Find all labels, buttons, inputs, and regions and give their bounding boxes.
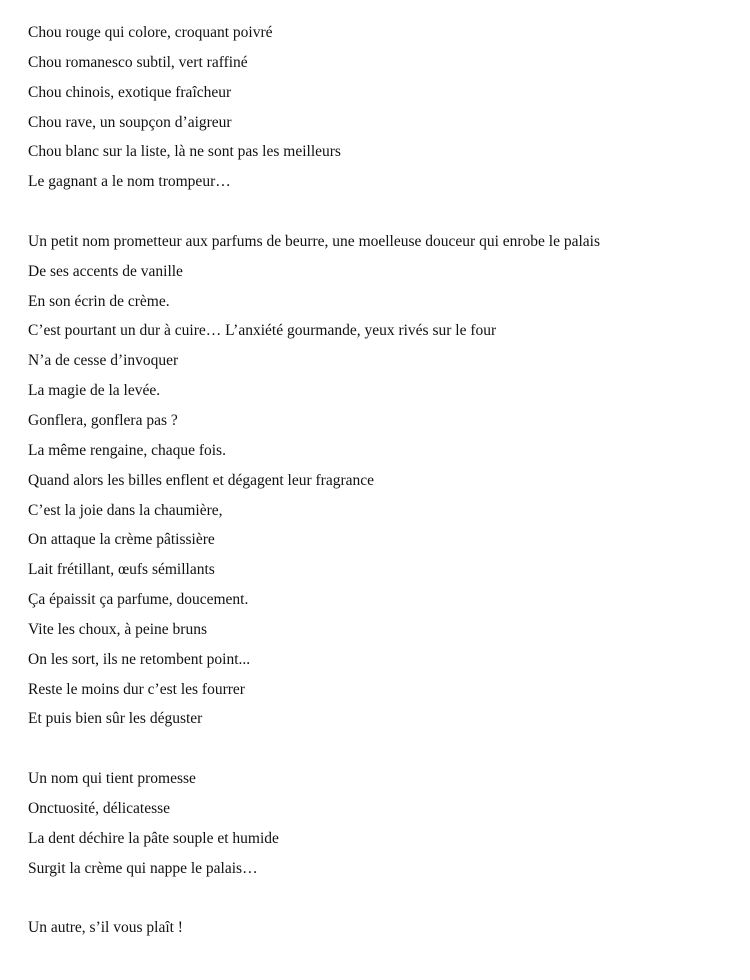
poem-line: Surgit la crème qui nappe le palais… [28,859,258,877]
stanza-break [28,197,743,227]
poem-line: C’est la joie dans la chaumière, [28,501,223,519]
poem-line: Chou rave, un soupçon d’aigreur [28,113,232,131]
stanza-3 [28,764,743,883]
poem-line: La magie de la levée. [28,382,161,400]
poem-line: Un nom qui tient promesse [28,770,196,788]
poem-line: N’a de cesse d’invoquer [28,352,179,370]
stanza-break [28,734,743,764]
stanza-1 [28,18,743,197]
poem-line: Onctuosité, délicatesse [28,799,171,817]
poem-line: Et puis bien sûr les déguster [28,710,203,728]
poem-line: Chou blanc sur la liste, là ne sont pas les meilleurs [28,143,341,161]
poem-line: Ça épaissit ça parfume, doucement. [28,591,249,609]
poem-line: On les sort, ils ne retombent point... [28,650,251,668]
poem-line: Chou chinois, exotique fraîcheur [28,83,232,101]
stanza-break [28,883,743,913]
poem-line: Un petit nom prometteur aux parfums de beurre, une moelleuse douceur qui enrobe le palais [28,232,601,250]
poem-line: Chou romanesco subtil, vert raffiné [28,53,248,71]
poem-line: Le gagnant a le nom trompeur… [28,173,231,191]
poem-line: On attaque la crème pâtissière [28,531,215,549]
poem-line: Gonflera, gonflera pas ? [28,411,178,429]
poem-line: La dent déchire la pâte souple et humide [28,829,279,847]
poem-line: Vite les choux, à peine bruns [28,620,207,638]
poem-line: Un autre, s’il vous plaît ! [28,919,183,937]
poem-document [28,18,743,943]
poem-line: La même rengaine, chaque fois. [28,441,226,459]
poem-line: Chou rouge qui colore, croquant poivré [28,24,273,41]
poem-line: Lait frétillant, œufs sémillants [28,561,215,579]
poem-line: Quand alors les billes enflent et dégagent leur fragrance [28,471,375,489]
poem-line: C’est pourtant un dur à cuire… L’anxiété gourmande, yeux rivés sur le four [28,322,497,340]
poem-line: En son écrin de crème. [28,292,170,310]
poem-line: Reste le moins dur c’est les fourrer [28,680,245,698]
stanza-4 [28,913,743,943]
poem-line: De ses accents de vanille [28,262,183,280]
stanza-2 [28,227,743,734]
